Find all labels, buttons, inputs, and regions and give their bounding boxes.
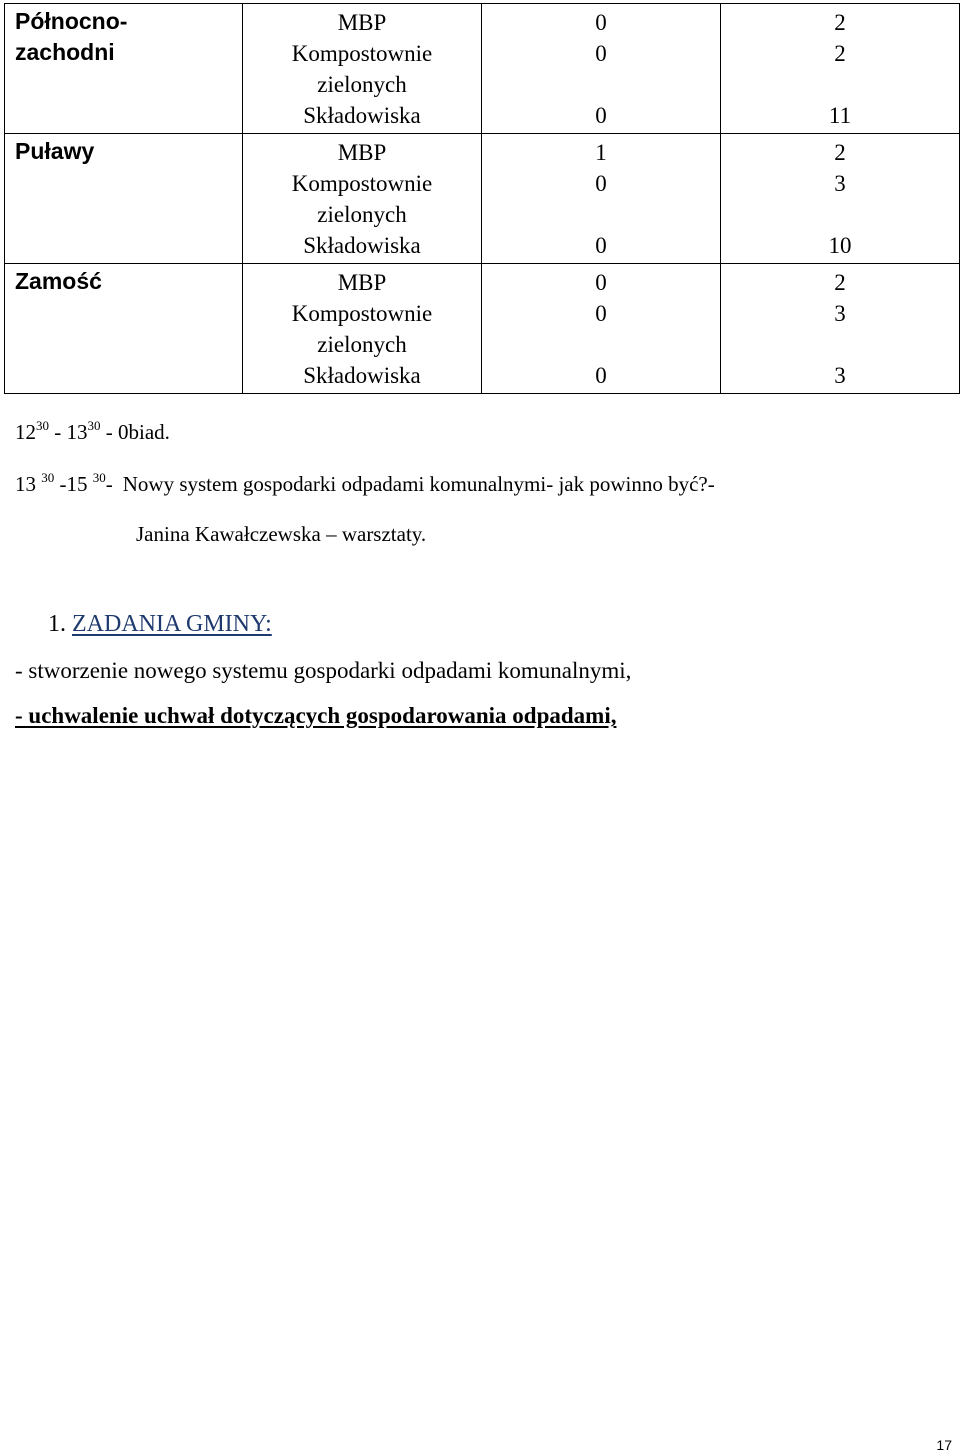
task-item: - stworzenie nowego systemu gospodarki odpadami komunalnymi, bbox=[15, 658, 632, 683]
region-cell: Puławy bbox=[5, 134, 243, 264]
region-cell: Północno- zachodni bbox=[5, 4, 243, 134]
value-cell-1: 0 0 0 bbox=[482, 264, 721, 394]
workshop-topic: Nowy system gospodarki odpadami komunalnymi- jak powinno być?- bbox=[122, 472, 715, 496]
facility-type-cell: MBP Kompostownie zielonych Składowiska bbox=[243, 264, 482, 394]
facility-type-cell: MBP Kompostownie zielonych Składowiska bbox=[243, 134, 482, 264]
schedule-lunch: $12^{30} - 13^{30}$ - 0biad. bbox=[15, 418, 170, 444]
schedule-workshop: 13 $^{30}$ -15 $^{30}$- Nowy system gospodarki odpadami komunalnymi- jak powinno być?- bbox=[15, 470, 715, 496]
section-title: ZADANIA GMINY: bbox=[72, 611, 272, 637]
value-cell-2: 2 3 10 bbox=[721, 134, 960, 264]
waste-facilities-table bbox=[4, 3, 960, 394]
table-row bbox=[5, 4, 960, 134]
table-row bbox=[5, 134, 960, 264]
region-cell: Zamość bbox=[5, 264, 243, 394]
facility-type-cell: MBP Kompostownie zielonych Składowiska bbox=[243, 4, 482, 134]
task-item: - uchwalenie uchwał dotyczących gospodarowania odpadami, bbox=[15, 703, 617, 728]
value-cell-1: 1 0 0 bbox=[482, 134, 721, 264]
value-cell-2: 2 3 3 bbox=[721, 264, 960, 394]
table-row bbox=[5, 264, 960, 394]
page-number: 17 bbox=[936, 1437, 952, 1453]
section-heading: 1. ZADANIA GMINY: bbox=[48, 611, 272, 637]
workshop-presenter: Janina Kawałczewska – warsztaty. bbox=[136, 522, 427, 546]
value-cell-2: 2 2 11 bbox=[721, 4, 960, 134]
value-cell-1: 0 0 0 bbox=[482, 4, 721, 134]
